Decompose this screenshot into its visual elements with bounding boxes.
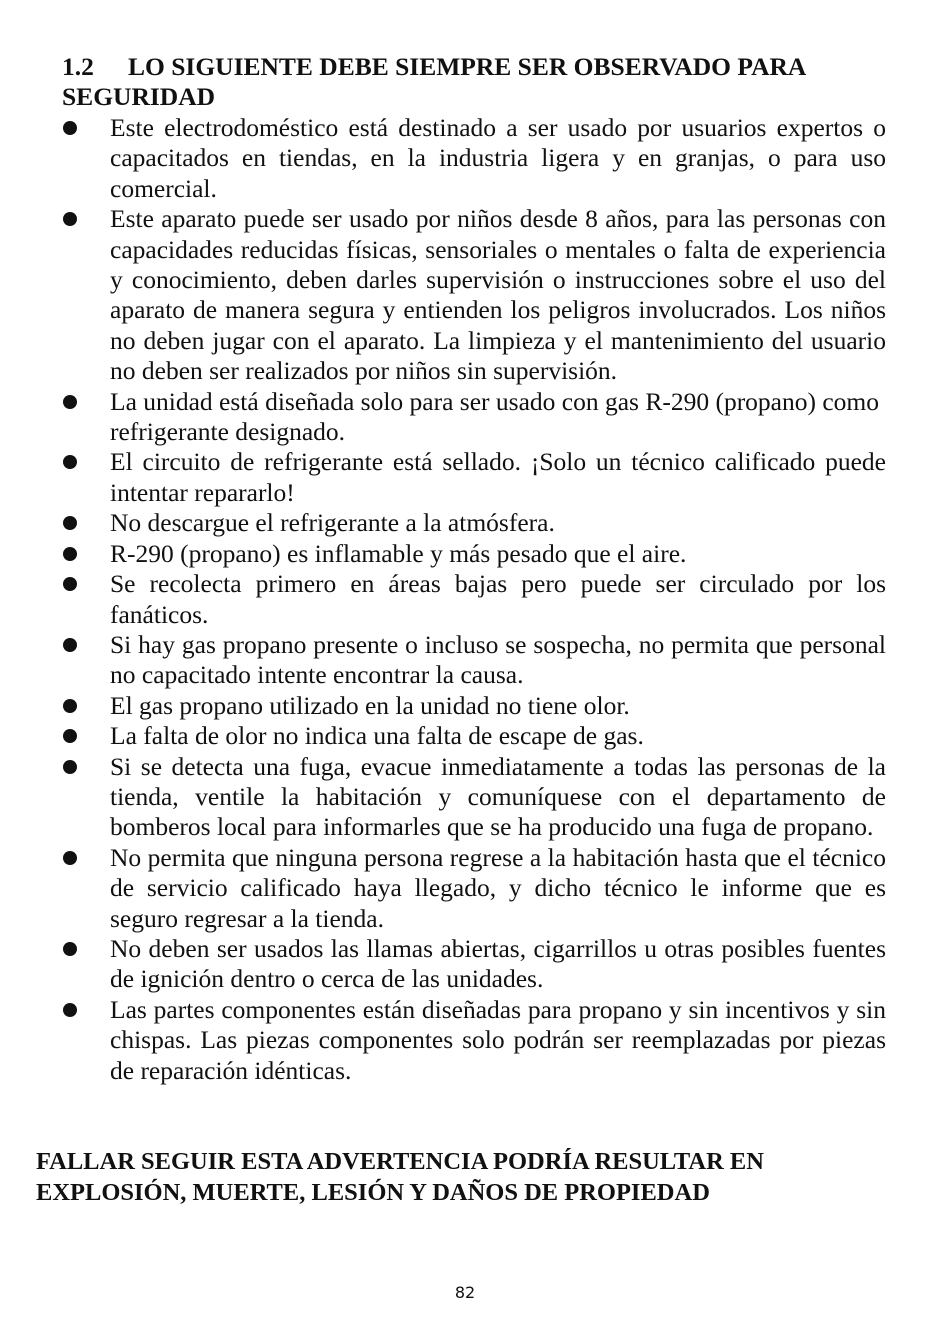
bullet-text: La falta de olor no indica una falta de escape de gas. [110, 721, 644, 751]
bullet-text: El gas propano utilizado en la unidad no tiene olor. [110, 690, 630, 720]
bullet-item [62, 995, 886, 1086]
bullet-item [62, 630, 886, 691]
bullet-item [62, 113, 886, 204]
bullet-text: R-290 (propano) es inflamable y más pesado que el aire. [110, 538, 687, 568]
bullet-item [62, 387, 896, 448]
bullet-icon [63, 516, 77, 530]
bullet-text: Este electrodoméstico está destinado a ser usado por usuarios expertos o capacitados en tiendas, en la industria ligera y en granjas, o para uso comercial. [110, 113, 886, 203]
bullet-text: Este aparato puede ser usado por niños desde 8 años, para las personas con capacidades reducidas físicas, sensoriales o mentales o falta de experiencia y conocimiento, deben darles supervisión o instrucciones sobre el uso del aparato de manera segura y entienden los peligros involucrados. Los niños no deben jugar con el aparato. La limpieza y el mantenimiento del usuario no deben ser realizados por niños sin supervisión. [110, 204, 886, 386]
bullet-item [62, 204, 886, 386]
warning-line-1: FALLAR SEGUIR ESTA ADVERTENCIA PODRÍA RESULTAR EN [36, 1148, 764, 1175]
safety-bullet-list [62, 113, 886, 1086]
bullet-item [62, 934, 886, 995]
bullet-icon [63, 1003, 77, 1017]
bullet-text: Las partes componentes están diseñadas para propano y sin incentivos y sin chispas. Las piezas componentes solo podrán ser reemplazadas por piezas de reparación idénticas. [110, 994, 886, 1085]
bullet-text: Se recolecta primero en áreas bajas pero puede ser circulado por los fanáticos. [110, 569, 886, 629]
bullet-text: La unidad está diseñada solo para ser usado con gas R-290 (propano) como refrigerante designado. [110, 386, 880, 447]
bullet-icon [63, 121, 77, 135]
warning-line-2: EXPLOSIÓN, MUERTE, LESIÓN Y DAÑOS DE PROPIEDAD [36, 1179, 710, 1206]
bullet-text: El circuito de refrigerante está sellado. ¡Solo un técnico calificado puede intentar repararlo! [110, 447, 886, 507]
bullet-item [62, 508, 886, 538]
bullet-icon [63, 212, 77, 226]
bullet-text: Si hay gas propano presente o incluso se sospecha, no permita que personal no capacitado intente encontrar la causa. [110, 629, 886, 690]
bullet-icon [63, 699, 77, 713]
bullet-item [62, 721, 886, 751]
bullet-item [62, 752, 886, 843]
bullet-icon [63, 395, 77, 409]
page-number: 82 [454, 1283, 476, 1302]
bullet-icon [63, 729, 77, 743]
section-heading [62, 52, 892, 112]
bullet-icon [63, 760, 77, 774]
bullet-text: No deben ser usados las llamas abiertas, cigarrillos u otras posibles fuentes de ignición dentro o cerca de las unidades. [110, 933, 886, 994]
bullet-text: No descargue el refrigerante a la atmósfera. [110, 508, 555, 538]
bullet-icon [63, 577, 77, 591]
bullet-text: Si se detecta una fuga, evacue inmediatamente a todas las personas de la tienda, ventile la habitación y comuníquese con el departamento de bomberos local para informarles que se ha producido una fuga de propano. [110, 751, 886, 842]
section-number: 1.2 [62, 52, 94, 81]
bullet-item [62, 843, 886, 934]
bullet-item [62, 569, 886, 630]
section-title: LO SIGUIENTE DEBE SIEMPRE SER OBSERVADO PARA SEGURIDAD [62, 52, 805, 111]
bullet-item [62, 691, 886, 721]
warning-text [36, 1146, 896, 1208]
bullet-icon [63, 851, 77, 865]
bullet-icon [63, 547, 77, 561]
bullet-text: No permita que ninguna persona regrese a la habitación hasta que el técnico de servicio calificado haya llegado, y dicho técnico le informe que es seguro regresar a la tienda. [110, 842, 886, 933]
bullet-icon [63, 942, 77, 956]
bullet-icon [63, 638, 77, 652]
bullet-item [62, 447, 886, 508]
bullet-icon [63, 455, 77, 469]
bullet-item [62, 539, 886, 569]
